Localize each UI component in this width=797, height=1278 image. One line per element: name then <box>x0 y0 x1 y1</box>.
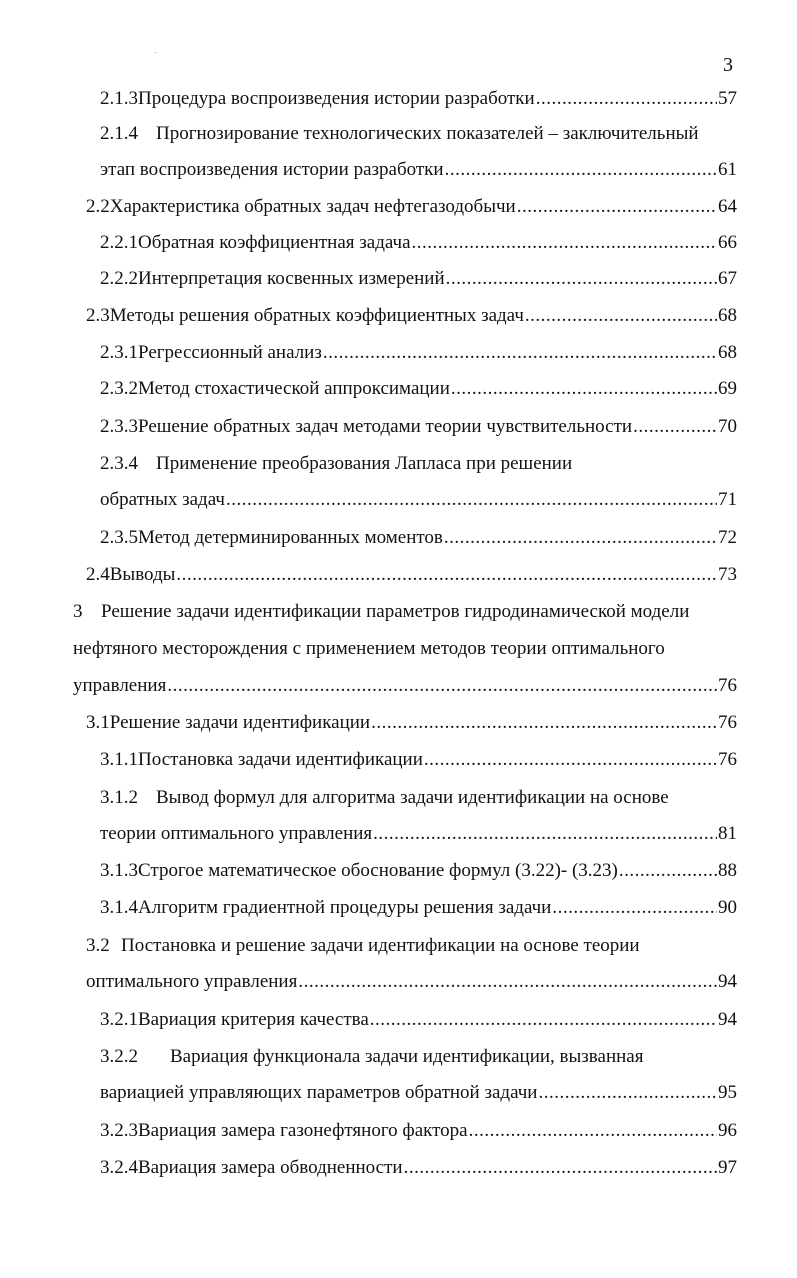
entry-page: 90 <box>718 897 737 918</box>
entry-title: Применение преобразования Лапласа при решении <box>156 453 573 474</box>
entry-page: 72 <box>718 527 737 548</box>
toc-entry-2-3-5[interactable] <box>100 525 737 551</box>
entry-title: Метод стохастической аппроксимации <box>138 378 450 399</box>
entry-number: 2.2.2 <box>100 268 138 289</box>
entry-number: 2.3.2 <box>100 378 138 399</box>
entry-page: 67 <box>718 268 737 289</box>
toc-entry-3-1-2-cont[interactable] <box>100 821 737 847</box>
entry-page: 66 <box>718 232 737 253</box>
toc-entry-2-4[interactable] <box>86 562 737 588</box>
entry-number: 2.3.1 <box>100 342 138 363</box>
toc-entry-3-2-1[interactable] <box>100 1007 737 1033</box>
toc-entry-3-2-4[interactable] <box>100 1155 737 1181</box>
entry-number: 3.1.3 <box>100 860 138 881</box>
entry-title: Обратная коэффициентная задача <box>138 232 411 253</box>
entry-title: Прогнозирование технологических показателей – заключительный <box>156 123 699 144</box>
entry-number: 2.3.5 <box>100 527 138 548</box>
entry-title: Вывод формул для алгоритма задачи идентификации на основе <box>156 787 669 808</box>
leader-dots <box>446 266 717 292</box>
entry-number: 2.4 <box>86 564 110 585</box>
entry-title: Решение обратных задач методами теории чувствительности <box>138 416 633 437</box>
toc-entry-2-3-1[interactable] <box>100 340 737 366</box>
leader-dots <box>298 969 717 995</box>
entry-title: Вариация замера обводненности <box>138 1157 403 1178</box>
toc-entry-2-2-1[interactable] <box>100 230 737 256</box>
entry-number: 3.1.4 <box>100 897 138 918</box>
entry-page: 76 <box>718 749 737 770</box>
entry-title: Метод детерминированных моментов <box>138 527 443 548</box>
entry-page: 68 <box>718 305 737 326</box>
entry-title: Выводы <box>109 564 176 585</box>
entry-page: 64 <box>718 196 737 217</box>
entry-page: 81 <box>718 823 737 844</box>
entry-page: 73 <box>718 564 737 585</box>
entry-title: Процедура воспроизведения истории разработки <box>138 88 535 109</box>
entry-number: 3.1.1 <box>100 749 138 770</box>
entry-title: Интерпретация косвенных измерений <box>138 268 445 289</box>
entry-number: 3.2.1 <box>100 1009 138 1030</box>
entry-number: 3.2.3 <box>100 1120 138 1141</box>
toc-entry-2-3-3[interactable] <box>100 414 737 440</box>
leader-dots <box>525 303 717 329</box>
toc-entry-3-1[interactable] <box>86 710 737 736</box>
entry-page: 69 <box>718 378 737 399</box>
leader-dots <box>469 1118 717 1144</box>
entry-page: 95 <box>718 1082 737 1103</box>
toc-entry-3-1-1[interactable] <box>100 747 737 773</box>
entry-title: Методы решения обратных коэффициентных задач <box>109 305 524 326</box>
entry-page: 61 <box>718 159 737 180</box>
entry-page: 70 <box>718 416 737 437</box>
entry-title: Строгое математическое обоснование формул (3.22)- (3.23) <box>138 860 618 881</box>
toc-entry-2-2[interactable] <box>86 194 737 220</box>
entry-title: Решение задачи идентификации параметров гидродинамической модели <box>101 601 690 622</box>
leader-dots <box>167 673 717 699</box>
toc-entry-3-2-2[interactable] <box>100 1044 643 1070</box>
entry-title: Вариация критерия качества <box>138 1009 369 1030</box>
entry-title: Вариация функционала задачи идентификации, вызванная <box>170 1046 644 1067</box>
leader-dots <box>445 157 717 183</box>
toc-entry-3-cont2[interactable] <box>73 673 737 699</box>
toc-entry-3-1-3[interactable] <box>100 858 737 884</box>
leader-dots <box>619 858 717 884</box>
entry-number: 2.3.3 <box>100 416 138 437</box>
entry-number: 3 <box>73 601 83 622</box>
toc-entry-2-1-3[interactable] <box>100 86 737 112</box>
toc-entry-2-1-4-cont[interactable] <box>100 157 737 183</box>
entry-number: 2.2.1 <box>100 232 138 253</box>
entry-number: 3.1 <box>86 712 110 733</box>
toc-entry-3-1-4[interactable] <box>100 895 737 921</box>
leader-dots <box>552 895 717 921</box>
entry-title: Постановка задачи идентификации <box>138 749 423 770</box>
toc-entry-2-2-2[interactable] <box>100 266 737 292</box>
leader-dots <box>176 562 717 588</box>
entry-page: 76 <box>718 712 737 733</box>
entry-title-continuation: обратных задач <box>100 489 225 510</box>
entry-title: Регрессионный анализ <box>138 342 322 363</box>
leader-dots <box>323 340 717 366</box>
leader-dots <box>633 414 717 440</box>
entry-title-continuation: вариацией управляющих параметров обратной задачи <box>100 1082 538 1103</box>
toc-entry-3-2-cont[interactable] <box>86 969 737 995</box>
toc-entry-2-3[interactable] <box>86 303 737 329</box>
toc-entry-2-3-4-cont[interactable] <box>100 487 737 513</box>
toc-entry-3[interactable] <box>73 599 689 625</box>
entry-number: 3.2 <box>86 935 110 956</box>
leader-dots <box>444 525 717 551</box>
leader-dots <box>536 86 717 112</box>
entry-number: 2.3.4 <box>100 453 138 474</box>
leader-dots <box>424 747 717 773</box>
toc-entry-2-3-4[interactable] <box>100 451 572 477</box>
entry-page: 71 <box>718 489 737 510</box>
entry-page: 94 <box>718 971 737 992</box>
leader-dots <box>451 376 717 402</box>
page-number: 3 <box>723 54 733 76</box>
leader-dots <box>412 230 717 256</box>
entry-page: 97 <box>718 1157 737 1178</box>
entry-number: 3.2.2 <box>100 1046 138 1067</box>
toc-entry-3-1-2[interactable] <box>100 785 669 811</box>
entry-title-continuation: управления <box>73 675 167 696</box>
entry-page: 57 <box>718 88 737 109</box>
toc-entry-2-1-4[interactable] <box>100 121 699 147</box>
entry-page: 94 <box>718 1009 737 1030</box>
toc-entry-3-cont1[interactable] <box>73 636 665 662</box>
toc-entry-3-2-2-cont[interactable] <box>100 1080 737 1106</box>
entry-title-continuation: оптимального управления <box>86 971 298 992</box>
leader-dots <box>373 821 717 847</box>
leader-dots <box>538 1080 717 1106</box>
entry-title: Алгоритм градиентной процедуры решения задачи <box>138 897 552 918</box>
entry-number: 2.2 <box>86 196 110 217</box>
entry-number: 2.3 <box>86 305 110 326</box>
entry-title: Решение задачи идентификации <box>109 712 371 733</box>
toc-entry-2-3-2[interactable] <box>100 376 737 402</box>
toc-entry-3-2[interactable] <box>86 933 640 959</box>
leader-dots <box>371 710 717 736</box>
entry-title-continuation: этап воспроизведения истории разработки <box>100 159 444 180</box>
entry-title-continuation: нефтяного месторождения с применением методов теории оптимального <box>73 638 665 659</box>
entry-title-continuation: теории оптимального управления <box>100 823 373 844</box>
entry-number: 2.1.3 <box>100 88 138 109</box>
leader-dots <box>226 487 717 513</box>
leader-dots <box>404 1155 717 1181</box>
entry-number: 3.1.2 <box>100 787 138 808</box>
leader-dots <box>370 1007 717 1033</box>
entry-page: 68 <box>718 342 737 363</box>
toc-entry-3-2-3[interactable] <box>100 1118 737 1144</box>
entry-title: Характеристика обратных задач нефтегазодобычи <box>109 196 516 217</box>
entry-page: 96 <box>718 1120 737 1141</box>
entry-number: 3.2.4 <box>100 1157 138 1178</box>
entry-title: Вариация замера газонефтяного фактора <box>138 1120 468 1141</box>
scan-speck <box>155 52 156 53</box>
entry-number: 2.1.4 <box>100 123 138 144</box>
leader-dots <box>517 194 717 220</box>
entry-title: Постановка и решение задачи идентификации на основе теории <box>121 935 640 956</box>
entry-page: 88 <box>718 860 737 881</box>
entry-page: 76 <box>718 675 737 696</box>
